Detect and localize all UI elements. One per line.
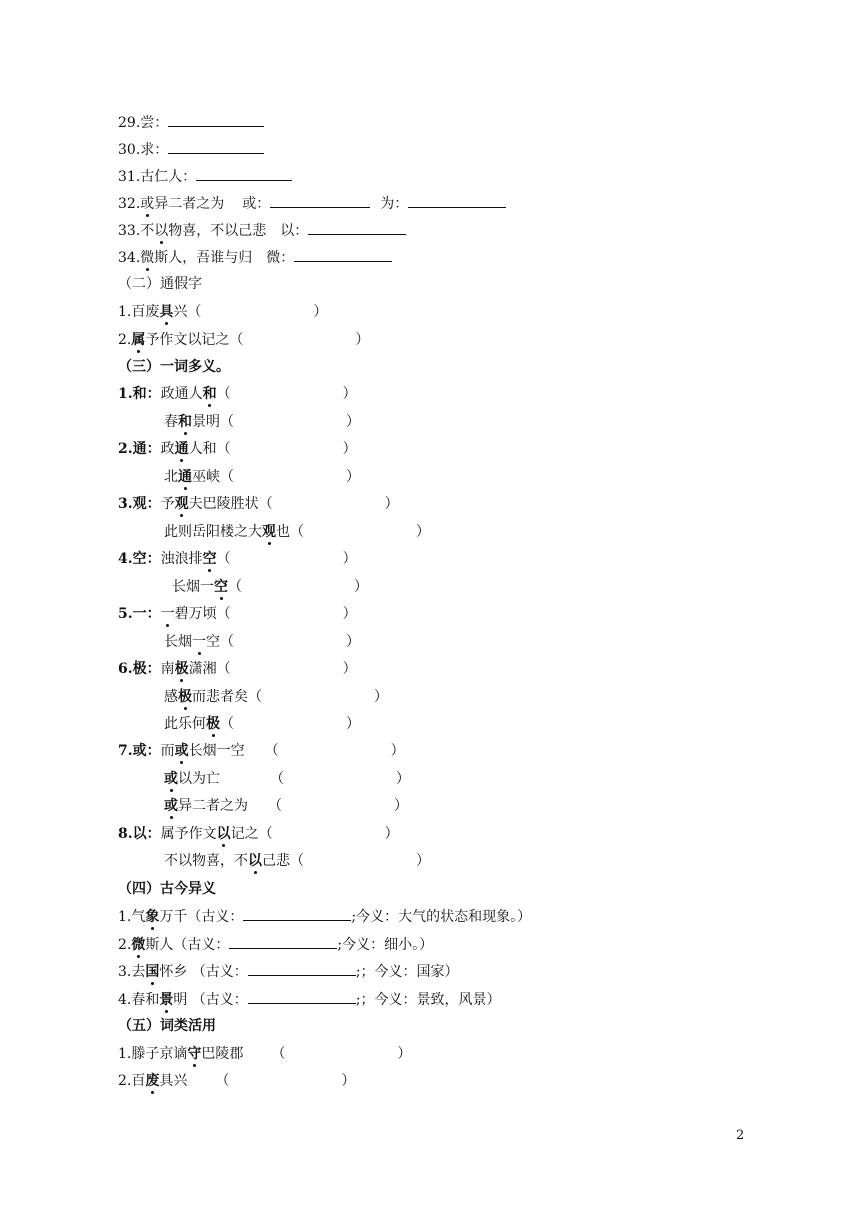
polysemy-kong-1: 4.空：浊浪排空（ ） [118, 551, 357, 567]
polysemy-ji-1: 6.极：南极潇湘（ ） [118, 661, 357, 677]
polysemy-yi-1: 5.一：一碧万顷（ ） [118, 606, 357, 622]
section-heading-gujin: （四）古今异义 [118, 881, 216, 897]
gujin-item-1: 1.气象万千（古义： ;今义：大气的状态和现象。） [118, 906, 531, 926]
polysemy-tong-1: 2.通：政通人和（ ） [118, 441, 357, 457]
gujin-item-2: 2.微斯人（古义： ;今义：细小。） [118, 934, 433, 954]
vocab-item-31: 31.古仁人： [118, 166, 292, 186]
polysemy-ji-2: 感极而悲者矣（ ） [164, 689, 388, 705]
answer-blank[interactable] [308, 220, 406, 235]
section-heading-polysemy: （三）一词多义。 [118, 359, 230, 375]
tongjia-item-2: 2.属予作文以记之（ ） [118, 332, 370, 348]
cilei-item-1: 1.滕子京谪守巴陵郡 （ ） [118, 1046, 412, 1062]
answer-blank[interactable] [270, 193, 370, 208]
answer-blank[interactable] [229, 934, 337, 949]
cilei-item-2: 2.百废具兴 （ ） [118, 1073, 356, 1089]
polysemy-he-2: 春和景明（ ） [164, 414, 360, 430]
answer-blank[interactable] [243, 906, 351, 921]
polysemy-huo-1: 7.或：而或长烟一空 （ ） [118, 743, 405, 759]
section-heading-tongjia: （二）通假字 [118, 276, 202, 292]
vocab-item-32: 32.或异二者之为 或： 为： [118, 193, 506, 213]
gujin-item-3: 3.去国怀乡 （古义： ;；今义：国家） [118, 961, 459, 981]
polysemy-kong-2: 长烟一空（ ） [172, 579, 368, 595]
polysemy-guan-2: 此则岳阳楼之大观也（ ） [164, 524, 430, 540]
answer-blank[interactable] [248, 989, 356, 1004]
polysemy-huo-2: 或以为亡 （ ） [164, 771, 410, 787]
polysemy-huo-3: 或异二者之为 （ ） [164, 798, 408, 814]
answer-blank[interactable] [196, 166, 292, 181]
polysemy-yi8-1: 8.以：属予作文以记之（ ） [118, 826, 399, 842]
page-number: 2 [736, 1128, 745, 1143]
vocab-item-34: 34.微斯人，吾谁与归 微： [118, 247, 392, 267]
polysemy-yi-2: 长烟一空（ ） [164, 634, 360, 650]
vocab-item-29: 29.尝： [118, 112, 264, 132]
polysemy-ji-3: 此乐何极（ ） [164, 716, 360, 732]
tongjia-item-1: 1.百废具兴（ ） [118, 304, 328, 320]
answer-blank[interactable] [294, 247, 392, 262]
gujin-item-4: 4.春和景明 （古义： ;；今义：景致，风景） [118, 989, 501, 1009]
answer-blank[interactable] [408, 193, 506, 208]
answer-blank[interactable] [168, 112, 264, 127]
answer-blank[interactable] [248, 961, 356, 976]
polysemy-guan-1: 3.观：予观夫巴陵胜状（ ） [118, 496, 399, 512]
vocab-item-33: 33.不以物喜，不以己悲 以： [118, 220, 406, 240]
polysemy-yi8-2: 不以物喜，不以己悲（ ） [164, 853, 430, 869]
polysemy-he-1: 1.和：政通人和（ ） [118, 386, 357, 402]
answer-blank[interactable] [168, 139, 264, 154]
vocab-item-30: 30.求： [118, 139, 264, 159]
section-heading-cilei: （五）词类活用 [118, 1018, 216, 1034]
polysemy-tong-2: 北通巫峡（ ） [164, 469, 360, 485]
